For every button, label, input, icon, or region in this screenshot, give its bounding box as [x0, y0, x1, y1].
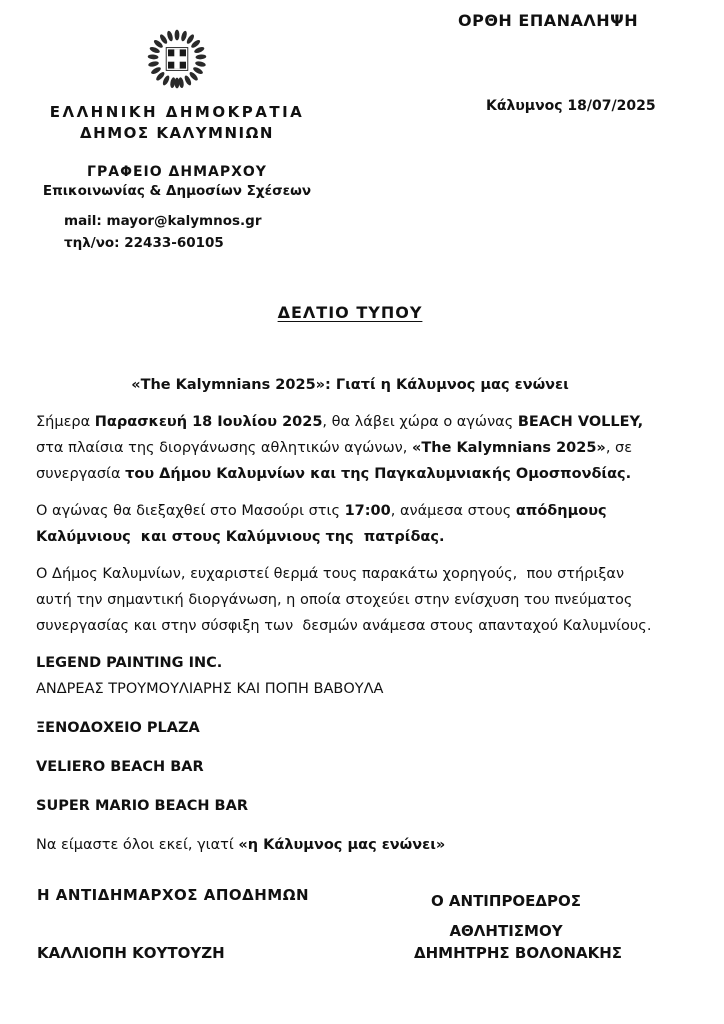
text-segment: στα πλαίσια της διοργάνωσης αθλητικών αγώνων,: [36, 414, 653, 456]
press-release-title: «The Kalymnians 2025»: Γιατί η Κάλυμνος μας ενώνει: [131, 377, 569, 393]
closing-line: [36, 832, 664, 858]
text-segment: Να είμαστε όλοι εκεί, γιατί: [36, 837, 239, 853]
text-segment: , σε συνεργασία: [36, 440, 637, 482]
letterhead-republic: ΕΛΛΗΝΙΚΗ ΔΗΜΟΚΡΑΤΙΑ: [49, 103, 305, 121]
paragraph-sponsor-thanks: [36, 561, 664, 639]
paragraph-event-details: [36, 498, 664, 550]
signature-right-title-line2: ΑΘΛΗΤΙΣΜΟΥ: [449, 922, 563, 940]
paragraph-event-announcement: [36, 409, 664, 487]
text-segment-bold: 17:00: [344, 503, 391, 519]
signature-right-title-line1: Ο ΑΝΤΙΠΡΟΕΔΡΟΣ: [430, 892, 582, 910]
text-segment-bold: Παρασκευή 18 Ιουλίου 2025: [94, 414, 323, 430]
document-type-heading: ΔΕΛΤΙΟ ΤΥΠΟΥ: [277, 303, 423, 322]
signature-right-title: [408, 886, 604, 946]
text-segment: Σήμερα: [36, 414, 95, 430]
letterhead-municipality: ΔΗΜΟΣ ΚΑΛΥΜΝΙΩΝ: [80, 124, 274, 142]
correction-notice: ΟΡΘΗ ΕΠΑΝΑΛΗΨΗ: [458, 11, 639, 30]
text-segment: , θα λάβει χώρα ο αγώνας: [322, 414, 518, 430]
text-segment: Ο Δήμος Καλυμνίων, ευχαριστεί θερμά τους παρακάτω χορηγούς, που στήριξαν αυτή την σημαντική διοργάνωση, η οποία στοχεύει στην ενίσχυση του πνεύματος συνεργασίας και στην σύσφιξη των δεσμών ανάμεσα στους απανταχού Καλυμνίους.: [36, 566, 652, 634]
text-segment-bold: απόδημους Καλύμνιους και στους Καλύμνιους της πατρίδας.: [36, 503, 612, 545]
signature-left-name: ΚΑΛΛΙΟΠΗ ΚΟΥΤΟΥΖΗ: [37, 944, 225, 962]
sponsor-list: [36, 650, 664, 819]
letterhead-department: Επικοινωνίας & Δημοσίων Σχέσεων: [42, 183, 312, 199]
sponsor-item: ΑΝΔΡΕΑΣ ΤΡΟΥΜΟΥΛΙΑΡΗΣ ΚΑΙ ΠΟΠΗ ΒΑΒΟΥΛΑ: [36, 681, 384, 697]
text-segment-bold: του Δήμου Καλυμνίων και της Παγκαλυμνιακής Ομοσπονδίας.: [125, 466, 632, 482]
document-body: [36, 300, 664, 858]
greek-coat-of-arms-icon: [141, 28, 213, 90]
sponsor-item: VELIERO BEACH BAR: [36, 759, 204, 775]
text-segment-bold: «The Kalymnians 2025»: [411, 440, 606, 456]
place-date: Κάλυμνος 18/07/2025: [486, 98, 656, 114]
text-segment-bold: «η Κάλυμνος μας ενώνει»: [238, 837, 446, 853]
letterhead: [30, 28, 324, 254]
signature-right-name: ΔΗΜΗΤΡΗΣ ΒΟΛΟΝΑΚΗΣ: [414, 944, 623, 962]
letterhead-contact: [30, 210, 324, 254]
signature-left-title: Η ΑΝΤΙΔΗΜΑΡΧΟΣ ΑΠΟΔΗΜΩΝ: [37, 886, 310, 904]
letterhead-office: ΓΡΑΦΕΙΟ ΔΗΜΑΡΧΟΥ: [87, 164, 267, 180]
contact-email: mail: mayor@kalymnos.gr: [64, 213, 262, 229]
sponsor-item: SUPER MARIO BEACH BAR: [36, 798, 248, 814]
sponsor-item: ΞΕΝΟΔΟΧΕΙΟ PLAZA: [36, 720, 200, 736]
contact-phone: τηλ/νο: 22433-60105: [64, 235, 224, 251]
text-segment: Ο αγώνας θα διεξαχθεί στο Μασούρι στις: [36, 503, 345, 519]
sponsor-item: LEGEND PAINTING INC.: [36, 655, 223, 671]
text-segment: , ανάμεσα στους: [390, 503, 516, 519]
text-segment-bold: BEACH VOLLEY,: [517, 414, 644, 430]
